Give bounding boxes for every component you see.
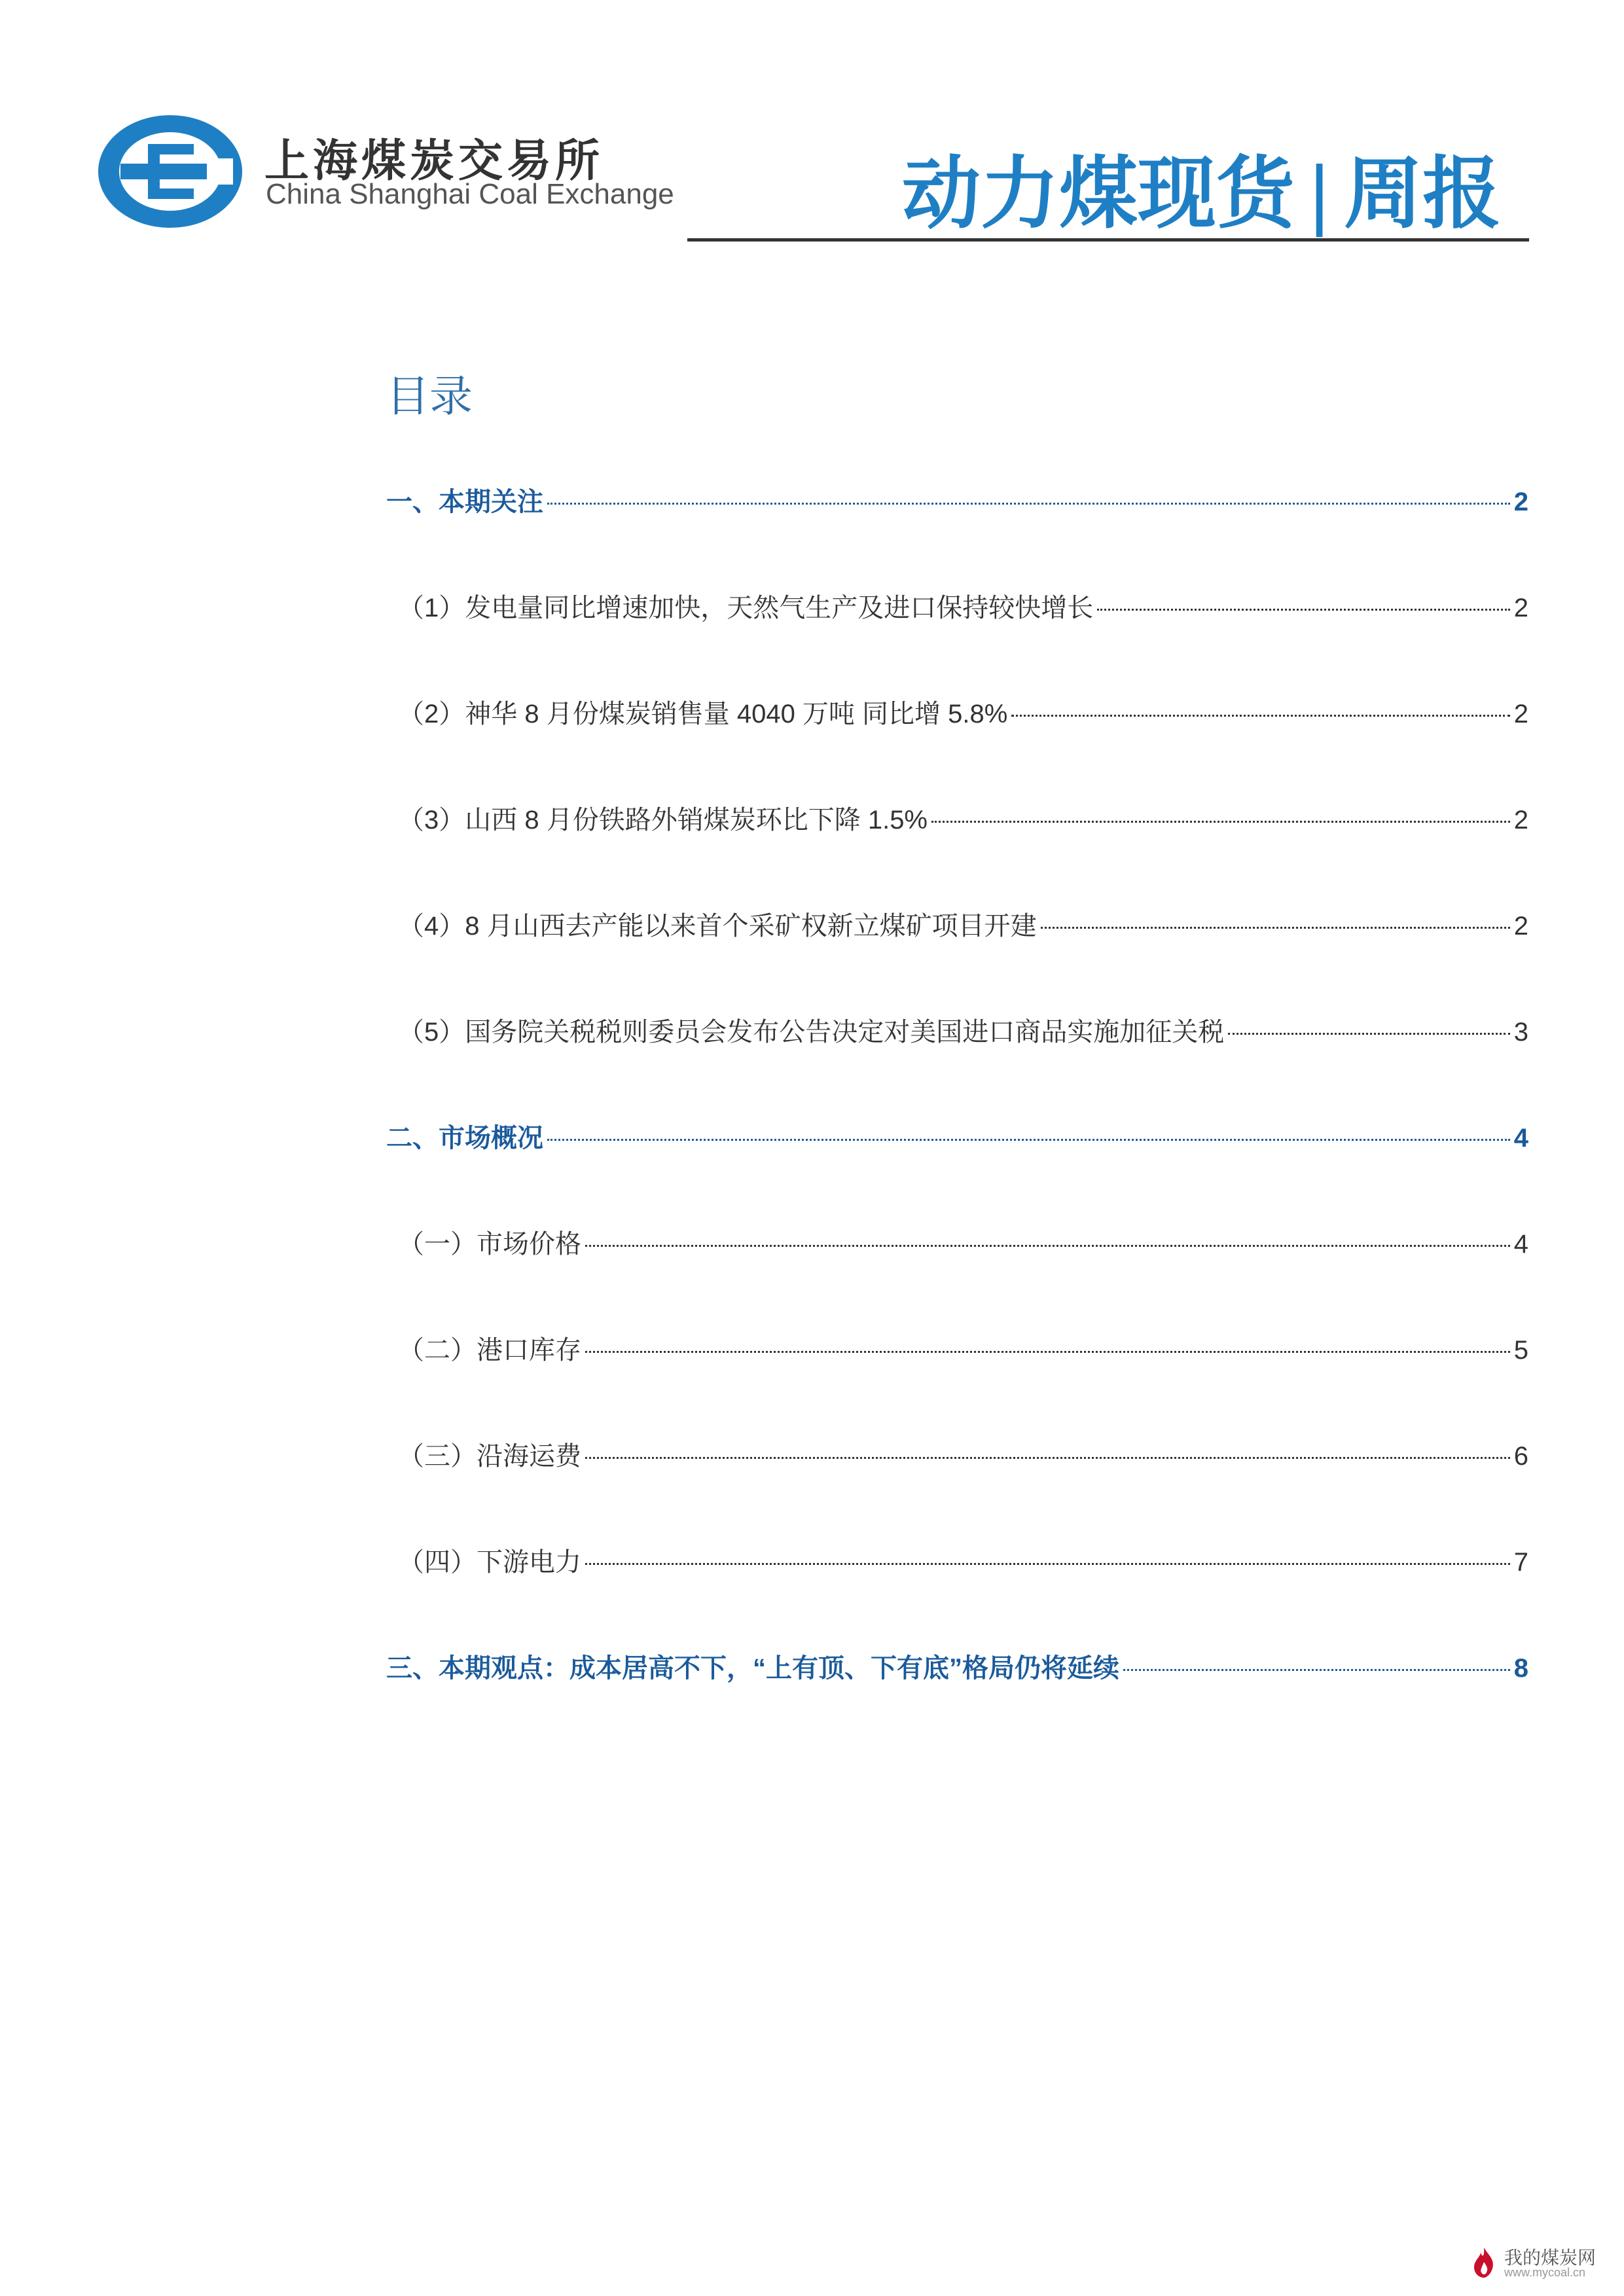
toc-entry-text: 一、本期关注 [386,488,543,516]
toc-entry-text: 三、本期观点：成本居高不下，“上有顶、下有底”格局仍将延续 [386,1654,1119,1683]
brand-name-en: China Shanghai Coal Exchange [266,178,674,210]
toc-leader-dots [585,1457,1510,1459]
report-title-separator: | [1309,150,1330,238]
toc-entry-text: （1）发电量同比增速加快，天然气生产及进口保持较快增长 [398,594,1094,622]
toc-entry[interactable] [386,693,1528,730]
toc-entry-text: （2）神华 8 月份煤炭销售量 4040 万吨 同比增 5.8% [398,700,1008,728]
toc-leader-dots [547,503,1510,505]
site-watermark [1466,2241,1610,2287]
toc-entry[interactable] [386,1117,1528,1155]
toc-entry-page: 4 [1513,1230,1528,1259]
exchange-logo-icon [96,113,245,230]
toc-entry-text: （3）山西 8 月份铁路外销煤炭环比下降 1.5% [398,806,928,834]
toc-leader-dots [1123,1669,1510,1671]
toc-entry-page: 8 [1513,1654,1528,1683]
toc-entry[interactable] [386,1011,1528,1049]
toc-entry-text: （5）国务院关税税则委员会发布公告决定对美国进口商品实施加征关税 [398,1018,1225,1047]
toc-heading: 目录 [386,372,473,420]
toc-entry[interactable] [386,1541,1528,1579]
toc-entry-text: （4）8 月山西去产能以来首个采矿权新立煤矿项目开建 [398,912,1037,941]
toc-entry[interactable] [386,1223,1528,1261]
brand-name-cn: 上海煤炭交易所 [264,135,604,187]
toc-entry[interactable] [386,481,1528,518]
toc-entry[interactable] [386,1435,1528,1473]
toc-leader-dots [1097,609,1510,611]
toc-leader-dots [585,1245,1510,1247]
toc-entry-page: 2 [1513,700,1528,728]
toc-entry-page: 3 [1513,1018,1528,1047]
toc-entry-text: （二）港口库存 [398,1336,581,1365]
toc-entry-text: （四）下游电力 [398,1548,581,1577]
toc-entry-page: 4 [1513,1124,1528,1153]
toc-entry[interactable] [386,1647,1528,1685]
toc-entry-text: （三）沿海运费 [398,1442,581,1471]
toc-entry[interactable] [386,587,1528,624]
header-divider [687,238,1529,242]
site-name: 我的煤炭网 [1504,2248,1597,2268]
toc-entry-page: 5 [1513,1336,1528,1365]
report-title [902,131,1501,243]
report-title-type: 周报 [1344,150,1502,238]
toc-entry[interactable] [386,799,1528,836]
toc-entry-page: 6 [1513,1442,1528,1471]
toc-entry-page: 2 [1513,912,1528,941]
toc-entry-page: 2 [1513,488,1528,516]
toc-entry-text: 二、市场概况 [386,1124,543,1153]
toc-leader-dots [547,1139,1510,1141]
toc-leader-dots [931,821,1510,823]
site-url: www.mycoal.cn [1504,2266,1586,2279]
toc-leader-dots [1011,715,1509,717]
toc-entry-page: 2 [1513,594,1528,622]
toc-leader-dots [1228,1033,1510,1035]
flame-icon [1466,2245,1502,2280]
toc-entry-text: （一）市场价格 [398,1230,581,1259]
toc-entry[interactable] [386,905,1528,942]
report-title-main: 动力煤现货 [902,150,1295,238]
toc-leader-dots [1041,927,1510,929]
toc-entry-page: 7 [1513,1548,1528,1577]
toc-leader-dots [585,1351,1510,1353]
toc-leader-dots [585,1563,1510,1565]
toc-entry[interactable] [386,1329,1528,1367]
toc-entry-page: 2 [1513,806,1528,834]
